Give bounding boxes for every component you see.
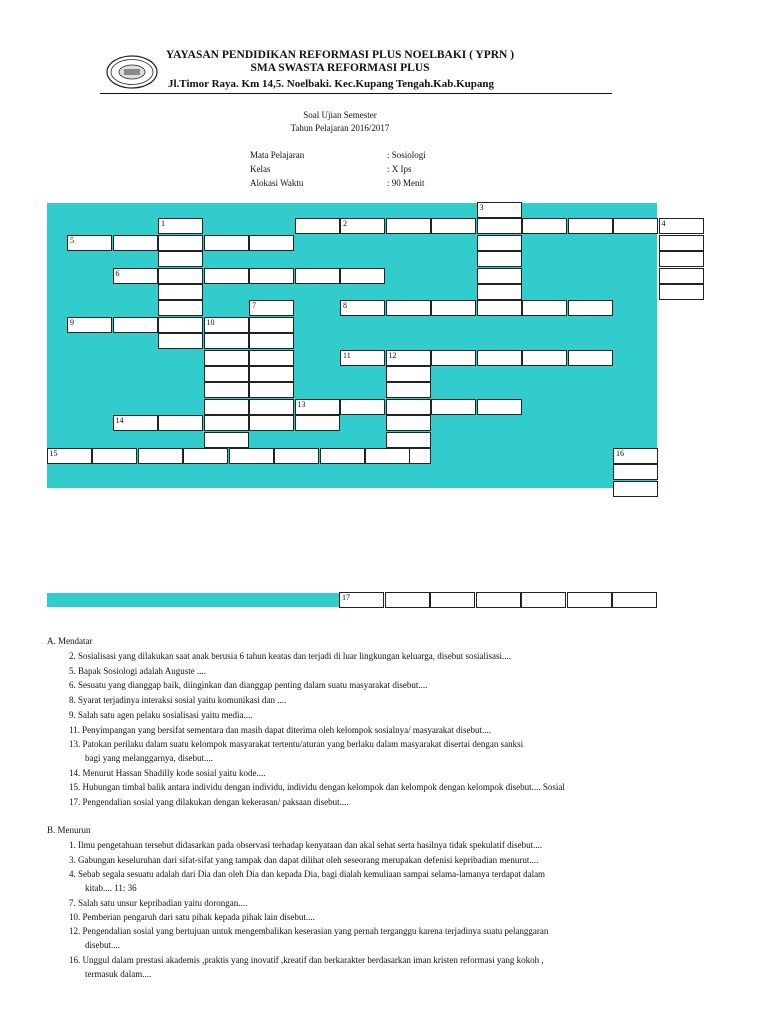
crossword-cell[interactable] xyxy=(386,382,431,398)
clue-number: 16 xyxy=(616,449,624,458)
crossword-cell[interactable] xyxy=(659,284,704,300)
clue-number: 2 xyxy=(343,219,347,229)
clue-number: 4 xyxy=(661,219,666,229)
crossword-cell[interactable] xyxy=(204,415,249,431)
crossword-cell[interactable] xyxy=(249,235,294,251)
crossword-cell[interactable] xyxy=(183,448,228,464)
crossword-cell[interactable] xyxy=(249,350,294,366)
crossword-cell[interactable] xyxy=(204,399,249,415)
clue-number: 9 xyxy=(70,317,74,327)
crossword-cell[interactable] xyxy=(477,268,522,284)
crossword-cell[interactable] xyxy=(568,350,613,366)
crossword-cell[interactable] xyxy=(249,366,294,382)
clue-down: 3. Gabungan keseluruhan dari sifat-sifat yang tampak dan dapat dilihat oleh seseorang merupakan defenisi kepribadian menurut.... xyxy=(69,855,539,865)
clue-number: 11 xyxy=(343,350,351,360)
crossword-cell[interactable] xyxy=(249,382,294,398)
crossword-cell[interactable] xyxy=(158,218,203,234)
crossword-cell[interactable] xyxy=(386,415,431,431)
school-address: Jl.Timor Raya. Km 14,5. Noelbaki. Kec.Kupang Tengah.Kab.Kupang xyxy=(168,78,494,90)
crossword-cell[interactable] xyxy=(659,268,704,284)
clue-across: 14. Menurut Hassan Shadilly kode sosial yaitu kode.... xyxy=(69,768,266,778)
section-heading-mendatar: A. Mendatar xyxy=(47,636,93,646)
crossword-cell[interactable] xyxy=(158,300,203,316)
crossword-cell[interactable] xyxy=(340,218,385,234)
crossword-cell[interactable] xyxy=(249,415,294,431)
crossword-cell[interactable] xyxy=(340,399,385,415)
crossword-cell[interactable] xyxy=(295,268,340,284)
clue-number: 10 xyxy=(206,317,215,327)
crossword-cell[interactable] xyxy=(295,399,340,415)
crossword-cell[interactable] xyxy=(386,218,431,234)
crossword-cell[interactable] xyxy=(659,235,704,251)
clue-number: 7 xyxy=(252,301,256,311)
crossword-cell[interactable] xyxy=(613,481,658,497)
crossword-cell[interactable] xyxy=(613,464,658,480)
clue-across: 8. Syarat terjadinya interaksi sosial yaitu komunikasi dan .... xyxy=(69,695,287,705)
crossword-cell[interactable] xyxy=(365,448,410,464)
crossword-cell[interactable] xyxy=(249,300,294,316)
clue-down: 16. Unggul dalam prestasi akademis ,praktis yang inovatif ,kreatif dan berkarakter berdasarkan iman kristen reformasi yang kokoh , xyxy=(69,955,544,965)
crossword-cell[interactable] xyxy=(431,300,476,316)
clue-number: 8 xyxy=(343,301,347,311)
field-label: Kelas xyxy=(250,164,271,174)
crossword-cell[interactable] xyxy=(274,448,319,464)
crossword-cell[interactable] xyxy=(659,251,704,267)
crossword-cell[interactable] xyxy=(204,350,249,366)
clue-across: 6. Sesuatu yang dianggap baik, diinginkan dan dianggap penting dalam suatu masyarakat disebut.... xyxy=(69,680,428,690)
crossword-cell[interactable] xyxy=(659,218,704,234)
crossword-cell[interactable] xyxy=(340,350,385,366)
crossword-cell[interactable] xyxy=(113,235,158,251)
crossword-cell[interactable] xyxy=(522,350,567,366)
crossword-cell[interactable] xyxy=(158,333,203,349)
crossword-cell[interactable] xyxy=(113,317,158,333)
crossword-cell[interactable] xyxy=(158,284,203,300)
crossword-cell[interactable] xyxy=(522,300,567,316)
clue-number: 13 xyxy=(297,399,306,409)
crossword-cell[interactable] xyxy=(386,350,431,366)
crossword-cell[interactable] xyxy=(430,592,475,608)
crossword-cell[interactable] xyxy=(613,218,658,234)
clue-down-continued: disebut.... xyxy=(85,940,120,950)
crossword-cell[interactable] xyxy=(113,268,158,284)
crossword-cell[interactable] xyxy=(158,317,203,333)
clue-across: 11. Penyimpangan yang bersifat sementara dan masih dapat diterima oleh kelompok sosialnya/ masyarakat disebut.... xyxy=(69,725,492,735)
crossword-cell[interactable] xyxy=(320,448,365,464)
clue-number: 14 xyxy=(115,416,124,426)
clue-down: 7. Salah satu unsur kepribadian yaitu dorongan.... xyxy=(69,898,248,908)
crossword-cell[interactable] xyxy=(431,218,476,234)
crossword-cell[interactable] xyxy=(204,333,249,349)
crossword-cell[interactable] xyxy=(340,300,385,316)
crossword-cell[interactable] xyxy=(158,268,203,284)
crossword-cell[interactable] xyxy=(477,350,522,366)
crossword-cell[interactable] xyxy=(522,218,567,234)
crossword-cell[interactable] xyxy=(249,333,294,349)
clue-across: 2. Sosialisasi yang dilakukan saat anak berusia 6 tahun keatas dan terjadi di luar lingkungan keluarga, disebut sosialisasi.... xyxy=(69,651,511,661)
crossword-cell[interactable] xyxy=(113,415,158,431)
crossword-cell[interactable] xyxy=(158,415,203,431)
crossword-cell[interactable] xyxy=(67,317,112,333)
crossword-cell[interactable] xyxy=(612,592,657,608)
crossword-cell[interactable] xyxy=(386,300,431,316)
crossword-cell[interactable] xyxy=(204,317,249,333)
clue-down: 12. Pengendalian sosial yang bertujuan untuk mengembalikan keserasian yang pernah terganggu karena terjadinya suatu pelanggaran xyxy=(69,926,549,936)
crossword-cell[interactable] xyxy=(249,399,294,415)
crossword-cell[interactable] xyxy=(295,415,340,431)
crossword-cell[interactable] xyxy=(158,251,203,267)
crossword-cell[interactable] xyxy=(204,366,249,382)
foundation-name: YAYASAN PENDIDIKAN REFORMASI PLUS NOELBAKI ( YPRN ) xyxy=(165,49,515,61)
field-value: : Sosiologi xyxy=(387,150,426,160)
field-value: : X Ips xyxy=(387,164,412,174)
crossword-cell[interactable] xyxy=(386,366,431,382)
exam-title: Soal Ujian Semester xyxy=(303,110,377,120)
school-name: SMA SWASTA REFORMASI PLUS xyxy=(250,62,430,74)
crossword-cell[interactable] xyxy=(477,284,522,300)
crossword-cell[interactable] xyxy=(204,235,249,251)
clue-number: 3 xyxy=(479,203,484,212)
clue-down-continued: termasuk dalam.... xyxy=(85,969,152,979)
exam-year: Tahun Pelajaran 2016/2017 xyxy=(290,123,390,133)
crossword-cell[interactable] xyxy=(477,399,522,415)
crossword-cell[interactable] xyxy=(340,268,385,284)
crossword-cell[interactable] xyxy=(339,592,384,608)
crossword-cell[interactable] xyxy=(431,350,476,366)
clue-number: 1 xyxy=(161,219,165,229)
clue-number: 6 xyxy=(115,268,120,278)
crossword-cell[interactable] xyxy=(158,235,203,251)
clue-across: 15. Hubungan timbal balik antara individu dengan individu, individu dengan kelompok dan kelompok dengan kelompok disebut.... Sosial xyxy=(69,782,565,792)
clue-number: 5 xyxy=(70,235,74,245)
crossword-cell[interactable] xyxy=(431,399,476,415)
crossword-cell[interactable] xyxy=(568,300,613,316)
crossword-cell[interactable] xyxy=(477,300,522,316)
crossword-cell[interactable] xyxy=(613,448,658,464)
crossword-cell[interactable] xyxy=(477,202,522,218)
clue-number: 17 xyxy=(342,593,350,602)
clue-across: 5. Bapak Sosiologi adalah Auguste .... xyxy=(69,666,206,676)
section-heading-menurun: B. Menurun xyxy=(47,825,91,835)
crossword-cell[interactable] xyxy=(204,382,249,398)
crossword-cell[interactable] xyxy=(477,251,522,267)
crossword-cell[interactable] xyxy=(385,592,430,608)
crossword-cell[interactable] xyxy=(47,448,92,464)
crossword-cell[interactable] xyxy=(204,268,249,284)
field-value: : 90 Menit xyxy=(387,178,425,188)
crossword-cell[interactable] xyxy=(477,235,522,251)
crossword-cell[interactable] xyxy=(568,218,613,234)
field-label: Mata Pelajaran xyxy=(250,150,305,160)
crossword-cell[interactable] xyxy=(67,235,112,251)
crossword-cell[interactable] xyxy=(386,432,431,448)
clue-down: 1. Ilmu pengetahuan tersebut didasarkan pada observasi terhadap kenyataan dan akal sehat serta hasilnya tidak spekulatif disebut.... xyxy=(69,840,543,850)
crossword-cell[interactable] xyxy=(92,448,137,464)
crossword-cell[interactable] xyxy=(476,592,521,608)
crossword-cell[interactable] xyxy=(386,399,431,415)
crossword-cell[interactable] xyxy=(138,448,183,464)
clue-across: 17. Pengendalian sosial yang dilakukan dengan kekerasan/ paksaan disebut.... xyxy=(69,797,349,807)
crossword-cell[interactable] xyxy=(204,432,249,448)
clue-number: 15 xyxy=(49,449,58,458)
crossword-cell[interactable] xyxy=(521,592,566,608)
clue-down-continued: kitab.... 11: 36 xyxy=(85,883,137,893)
clue-number: 12 xyxy=(388,350,397,360)
crossword-cell[interactable] xyxy=(249,317,294,333)
clue-down: 4. Sebab segala sesuatu adalah dari Dia dan oleh Dia dan kepada Dia, bagi dialah kemuliaan sampai selama-lamanya terdapat dalam xyxy=(69,869,546,879)
clue-across: 13. Patokan perilaku dalam suatu kelompok masyarakat tertentu/aturan yang berlaku dalam masyarakat disertai dengan sanksi xyxy=(69,739,524,749)
crossword-cell[interactable] xyxy=(229,448,274,464)
crossword-cell[interactable] xyxy=(295,218,340,234)
clue-down: 10. Pemberian pengaruh dari satu pihak kepada pihak lain disebut.... xyxy=(69,912,315,922)
crossword-cell[interactable] xyxy=(249,268,294,284)
crossword-cell[interactable] xyxy=(477,218,522,234)
field-label: Alokasi Waktu xyxy=(250,178,304,188)
clue-across-continued: bagi yang melanggarnya, disebut.... xyxy=(85,753,213,763)
clue-across: 9. Salah satu agen pelaku sosialisasi yaitu media.... xyxy=(69,710,253,720)
crossword-cell[interactable] xyxy=(567,592,612,608)
